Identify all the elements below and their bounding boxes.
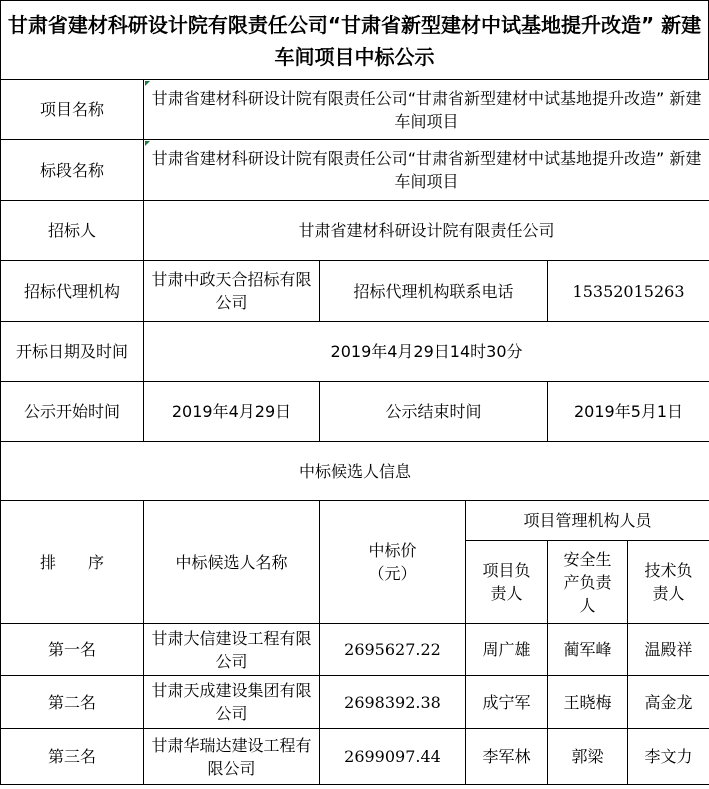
candidate-price: 2695627.22 — [320, 624, 466, 676]
notice-start-label: 公示开始时间 — [1, 382, 144, 442]
table-row — [1, 729, 709, 785]
candidates-header-row-1 — [1, 501, 709, 541]
candidate-tech: 温殿祥 — [628, 624, 709, 676]
candidate-safety: 郭梁 — [548, 729, 628, 785]
opening-label: 开标日期及时间 — [1, 322, 144, 382]
project-name-value: 甘肃省建材科研设计院有限责任公司“甘肃省新型建材中试基地提升改造” 新建车间项目 — [144, 80, 709, 140]
agency-phone-label: 招标代理机构联系电话 — [320, 261, 548, 322]
candidate-tech: 李文力 — [628, 729, 709, 785]
notice-period-row — [1, 382, 709, 442]
bid-notice-table — [0, 79, 709, 785]
candidate-safety: 蔺军峰 — [548, 624, 628, 676]
candidates-section-row — [1, 442, 709, 501]
opening-row — [1, 322, 709, 382]
tenderer-row — [1, 201, 709, 261]
candidate-pm: 李军林 — [466, 729, 548, 785]
candidate-safety: 王晓梅 — [548, 676, 628, 729]
agency-value: 甘肃中政天合招标有限公司 — [144, 261, 320, 322]
notice-start-value: 2019年4月29日 — [144, 382, 320, 442]
agency-row — [1, 261, 709, 322]
notice-end-value: 2019年5月1日 — [548, 382, 709, 442]
pm-header: 项目负责人 — [466, 541, 548, 624]
table-row — [1, 624, 709, 676]
candidate-pm: 成宁军 — [466, 676, 548, 729]
notice-end-label: 公示结束时间 — [320, 382, 548, 442]
table-row — [1, 676, 709, 729]
mgmt-staff-header: 项目管理机构人员 — [466, 501, 709, 541]
project-name-label: 项目名称 — [1, 80, 144, 140]
candidate-name: 甘肃天成建设集团有限公司 — [144, 676, 320, 729]
rank-header: 排 序 — [1, 501, 144, 624]
agency-label: 招标代理机构 — [1, 261, 144, 322]
section-name-row — [1, 140, 709, 201]
candidate-name-header: 中标候选人名称 — [144, 501, 320, 624]
notice-title: 甘肃省建材科研设计院有限责任公司“甘肃省新型建材中试基地提升改造” 新建车间项目中标公示 — [0, 0, 709, 80]
candidate-tech: 高金龙 — [628, 676, 709, 729]
project-name-row — [1, 80, 709, 140]
section-name-label: 标段名称 — [1, 140, 144, 201]
candidates-section-title: 中标候选人信息 — [1, 442, 709, 501]
section-name-value: 甘肃省建材科研设计院有限责任公司“甘肃省新型建材中试基地提升改造” 新建车间项目 — [144, 140, 709, 201]
tenderer-label: 招标人 — [1, 201, 144, 261]
agency-phone-value: 15352015263 — [548, 261, 709, 322]
price-header: 中标价（元） — [320, 501, 466, 624]
candidate-name: 甘肃大信建设工程有限公司 — [144, 624, 320, 676]
candidate-rank: 第三名 — [1, 729, 144, 785]
candidate-rank: 第一名 — [1, 624, 144, 676]
candidate-pm: 周广雄 — [466, 624, 548, 676]
tenderer-value: 甘肃省建材科研设计院有限责任公司 — [144, 201, 709, 261]
candidate-price: 2699097.44 — [320, 729, 466, 785]
candidate-name: 甘肃华瑞达建设工程有限公司 — [144, 729, 320, 785]
candidate-price: 2698392.38 — [320, 676, 466, 729]
safety-header: 安全生产负责人 — [548, 541, 628, 624]
candidate-rank: 第二名 — [1, 676, 144, 729]
opening-value: 2019年4月29日14时30分 — [144, 322, 709, 382]
tech-header: 技术负责人 — [628, 541, 709, 624]
